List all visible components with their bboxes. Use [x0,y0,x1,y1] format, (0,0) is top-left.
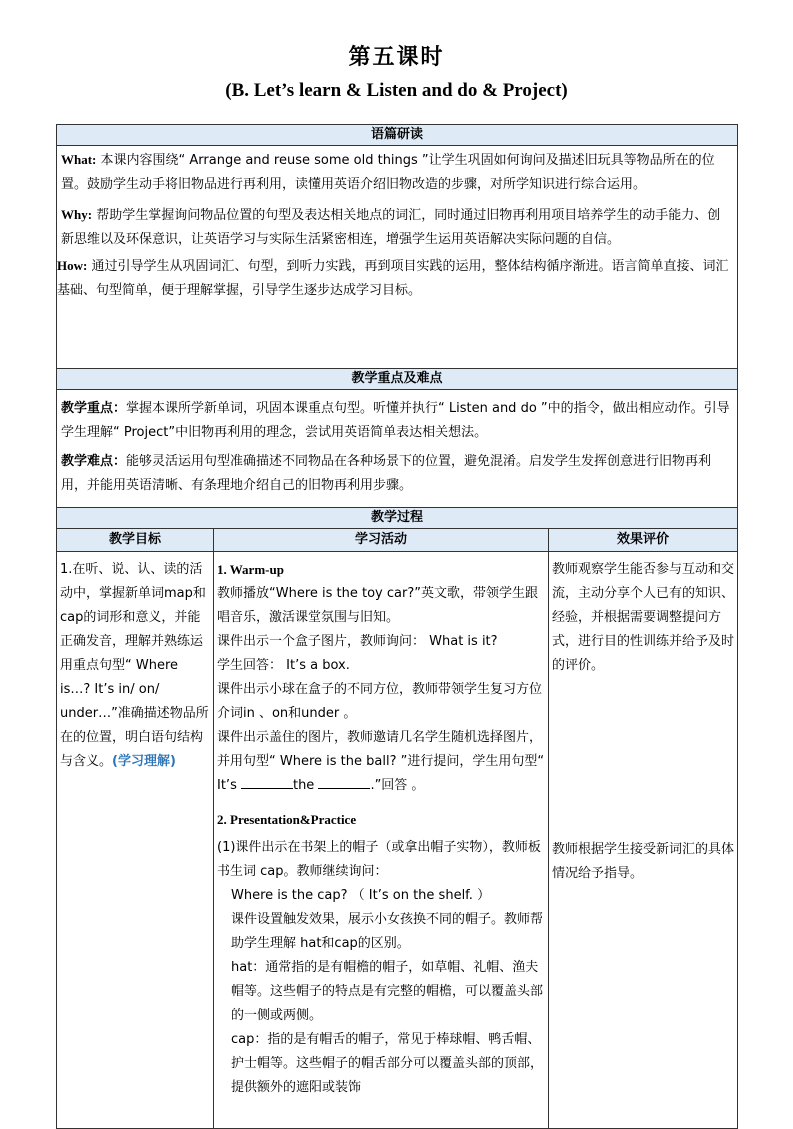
how-label: How: [57,258,88,273]
section-header-text-analysis: 语篇研读 [57,125,738,146]
step2-title: 2. Presentation&Practice [217,812,357,827]
section-header-process: 教学过程 [57,508,738,529]
step1-para5 [217,726,545,798]
goal-tag: (学习理解) [112,754,176,769]
key-label: 教学重点： [61,400,127,415]
what-label: What: [61,152,97,167]
section-header-key-points: 教学重点及难点 [57,369,738,390]
lesson-plan-table [56,124,738,1129]
difficulty-label: 教学难点： [61,453,127,468]
step1-para4: 课件出示小球在盒子的不同方位，教师带领学生复习方位介词in 、on和under 。 [217,682,543,721]
page-title: 第五课时 [348,44,445,70]
evaluation-1: 教师观察学生能否参与互动和交流，主动分享个人已有的知识、经验，并根据需要调整提问方式，进行目的性训练并给予及时的评价。 [552,562,735,673]
step2-para5: cap：指的是有帽舌的帽子，常见于棒球帽、鸭舌帽、护士帽等。这些帽子的帽舌部分可以覆盖头部的顶部，提供额外的遮阳或装饰 [231,1032,544,1095]
key-paragraph [57,390,737,445]
activity-cell [214,552,549,1129]
step2-para3: 课件设置触发效果，展示小女孩换不同的帽子。教师帮助学生理解 hat和cap的区别。 [231,912,544,951]
evaluation-2: 教师根据学生接受新词汇的具体情况给予指导。 [552,842,735,881]
text-analysis-cell [57,146,738,369]
column-header-goals: 教学目标 [57,529,214,552]
goal-cell [57,552,214,1129]
how-paragraph [57,252,737,303]
why-label: Why: [61,207,93,222]
step1-para5-c: .”回答 。 [370,778,425,793]
column-header-evaluation: 效果评价 [549,529,738,552]
why-paragraph [57,197,737,252]
step1-title: 1. Warm-up [217,562,284,577]
step1-para2: 课件出示一个盒子图片，教师询问： What is it? [217,634,498,649]
evaluation-cell [549,552,738,1129]
what-text: 本课内容围绕“ Arrange and reuse some old things ”让学生巩固如何询问及描述旧玩具等物品所在的位置。鼓励学生动手将旧物品进行再利用，读懂用英语介绍旧物改造的步骤，对所学知识进行综合运用。 [61,153,715,192]
step1-para5-b: the [292,778,319,793]
answer-blank-2 [318,774,370,789]
what-paragraph [57,146,737,197]
key-points-cell [57,390,738,508]
goal-text: 1.在听、说、认、读的活 动中，掌握新单词map和cap的词形和意义，并能正确发音，理解并熟练运用重点句型“ Where is…? It’s in/ on/ under…”准确描述物品所在的位置，明白语句结构与含义。 [60,562,209,769]
step2-para2: Where is the cap? （ It’s on the shelf. ） [231,888,491,903]
page-subtitle: (B. Let’s learn & Listen and do & Project) [225,80,568,101]
key-text: 掌握本课所学新单词，巩固本课重点句型。听懂并执行“ Listen and do ”中的指令，做出相应动作。引导学生理解“ Project”中旧物再利用的理念，尝试用英语简单表达相关想法。 [61,401,730,440]
how-text: 通过引导学生从巩固词汇、句型，到听力实践，再到项目实践的运用，整体结构循序渐进。语言简单直接、词汇基础、句型简单，便于理解掌握，引导学生逐步达成学习目标。 [57,259,729,298]
difficulty-paragraph [57,445,737,498]
step1-para5-a: 课件出示盖住的图片，教师邀请几名学生随机选择图片，并用句型“ Where is the ball? ”进行提问，学生用句型“ It’s [217,730,545,793]
answer-blank-1 [241,774,293,789]
difficulty-text: 能够灵活运用句型准确描述不同物品在各种场景下的位置，避免混淆。启发学生发挥创意进行旧物再利用，并能用英语清晰、有条理地介绍自己的旧物再利用步骤。 [61,454,712,493]
step1-para1: 教师播放“Where is the toy car?”英文歌，带领学生跟唱音乐，激活课堂氛围与旧知。 [217,586,538,625]
why-text: 帮助学生掌握询问物品位置的句型及表达相关地点的词汇，同时通过旧物再利用项目培养学生的动手能力、创新思维以及环保意识，让英语学习与实际生活紧密相连，增强学生运用英语解决实际问题的自信。 [61,208,721,247]
step2-para1: (1)课件出示在书架上的帽子（或拿出帽子实物），教师板书生词 cap。教师继续询问： [217,840,541,879]
step2-para4: hat：通常指的是有帽檐的帽子，如草帽、礼帽、渔夫帽等。这些帽子的特点是有完整的帽檐，可以覆盖头部的一侧或两侧。 [231,960,544,1023]
column-header-activities: 学习活动 [214,529,549,552]
step1-para3: 学生回答： It’s a box. [217,658,350,673]
